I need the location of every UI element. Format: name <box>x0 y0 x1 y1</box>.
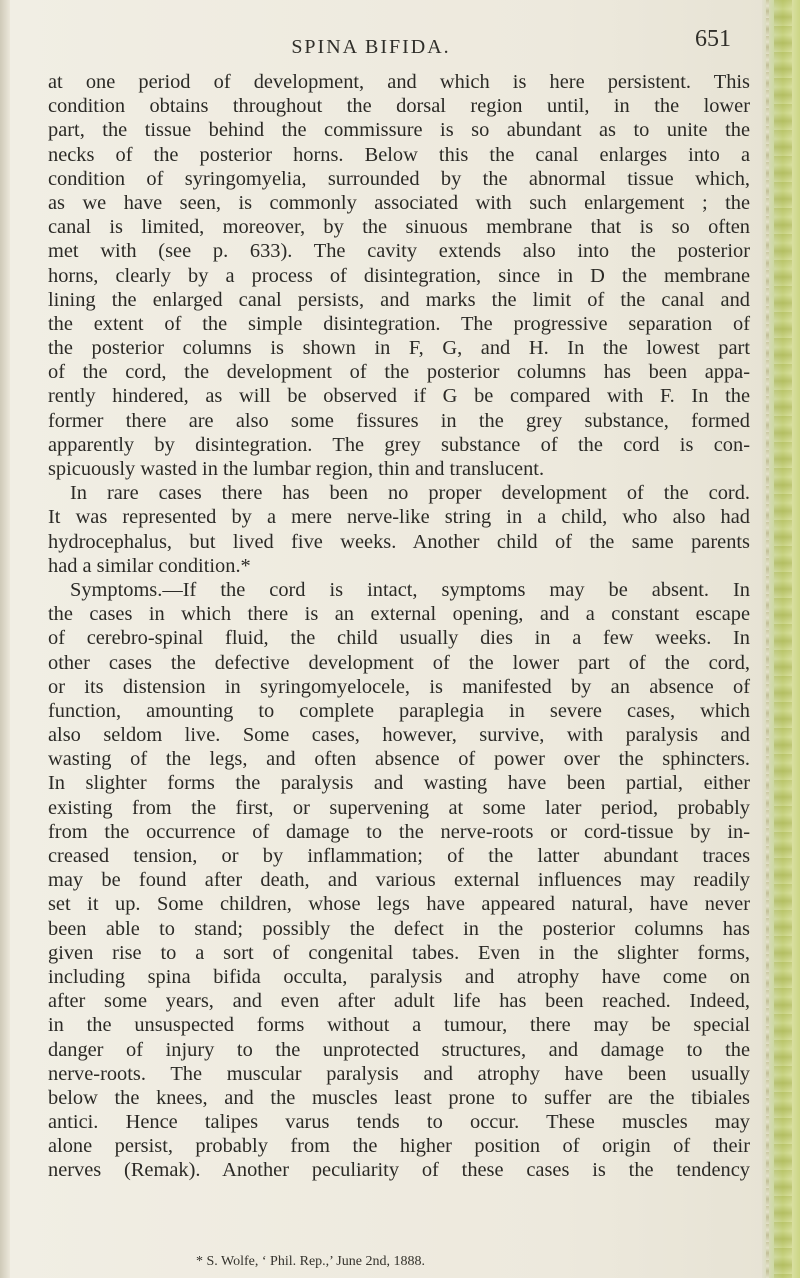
text-line: condition obtains throughout the dorsal region until, in the lower <box>48 95 750 118</box>
text-line: the cases in which there is an external opening, and a constant escape <box>48 603 750 626</box>
text-line: canal is limited, moreover, by the sinuous membrane that is so often <box>48 216 750 239</box>
running-head: SPINA BIFIDA. <box>291 36 451 58</box>
text-line: wasting of the legs, and often absence of power over the sphincters. <box>48 748 750 771</box>
text-line: necks of the posterior horns. Below this the canal enlarges into a <box>48 143 750 166</box>
text-line: horns, clearly by a process of disintegration, since in D the membrane <box>48 264 750 287</box>
text-line: It was represented by a mere nerve-like string in a child, who also had <box>48 506 750 529</box>
text-line: apparently by disintegration. The grey substance of the cord is con- <box>48 433 750 456</box>
text-line: existing from the first, or supervening at some later period, probably <box>48 796 750 819</box>
text-line: In rare cases there has been no proper development of the cord. <box>70 482 750 505</box>
page-edge-strip <box>762 0 800 1278</box>
text-line: alone persist, probably from the higher position of origin of their <box>48 1135 750 1158</box>
text-line: other cases the defective development of the lower part of the cord, <box>48 651 750 674</box>
text-line: also seldom live. Some cases, however, survive, with paralysis and <box>48 724 750 747</box>
text-line: below the knees, and the muscles least prone to suffer are the tibiales <box>48 1086 750 1109</box>
text-line: set it up. Some children, whose legs have appeared natural, have never <box>48 893 750 916</box>
text-line: function, amounting to complete paraplegia in severe cases, which <box>48 699 750 722</box>
text-line: been able to stand; possibly the defect in the posterior columns has <box>48 917 750 940</box>
text-line: creased tension, or by inflammation; of the latter abundant traces <box>48 845 750 867</box>
text-line: at one period of development, and which is here persistent. This <box>48 71 750 93</box>
text-line: may be found after death, and various external influences may readily <box>48 869 750 892</box>
text-line: had a similar condition.* <box>48 554 251 577</box>
text-line: former there are also some fissures in the grey substance, formed <box>48 409 750 432</box>
text-line: met with (see p. 633). The cavity extends also into the posterior <box>48 240 750 263</box>
text-line: given rise to a sort of congenital tabes. Even in the slighter forms, <box>48 941 750 964</box>
text-line: lining the enlarged canal persists, and marks the limit of the canal and <box>48 288 750 311</box>
text-line: the extent of the simple disintegration. The progressive separation of <box>48 312 750 335</box>
text-line: in the unsuspected forms without a tumour, there may be special <box>48 1014 750 1037</box>
text-line: from the occurrence of damage to the nerve-roots or cord-tissue by in- <box>48 820 750 843</box>
text-line: danger of injury to the unprotected structures, and damage to the <box>48 1038 750 1061</box>
text-line: rently hindered, as will be observed if G be compared with F. In the <box>48 385 750 408</box>
text-line: including spina bifida occulta, paralysis and atrophy have come on <box>48 965 750 988</box>
text-line: condition of syringomyelia, surrounded by the abnormal tissue which, <box>48 167 750 190</box>
text-line: after some years, and even after adult life has been reached. Indeed, <box>48 990 750 1013</box>
text-line: or its distension in syringomyelocele, is manifested by an absence of <box>48 675 750 698</box>
footnote: * S. Wolfe, ‘ Phil. Rep.,’ June 2nd, 1888. <box>196 1254 425 1269</box>
text-line: Symptoms.—If the cord is intact, symptoms may be absent. In <box>70 578 750 601</box>
page-number: 651 <box>695 26 731 52</box>
text-line: the posterior columns is shown in F, G, and H. In the lowest part <box>48 337 750 360</box>
text-line: part, the tissue behind the commissure is so abundant as to unite the <box>48 119 750 142</box>
text-line: hydrocephalus, but lived five weeks. Another child of the same parents <box>48 530 750 553</box>
binding-shadow <box>0 0 10 1278</box>
text-line: of cerebro-spinal fluid, the child usually dies in a few weeks. In <box>48 627 750 650</box>
text-line: nerve-roots. The muscular paralysis and atrophy have been usually <box>48 1062 750 1085</box>
body-text <box>48 70 750 1183</box>
text-line: In slighter forms the paralysis and wasting have been partial, either <box>48 772 750 795</box>
text-line: nerves (Remak). Another peculiarity of these cases is the tendency <box>48 1159 750 1182</box>
text-line: antici. Hence talipes varus tends to occur. These muscles may <box>48 1111 750 1134</box>
text-line: of the cord, the development of the posterior columns has been appa- <box>48 361 750 384</box>
text-line: as we have seen, is commonly associated with such enlargement ; the <box>48 191 750 214</box>
text-line: spicuously wasted in the lumbar region, thin and translucent. <box>48 458 545 480</box>
